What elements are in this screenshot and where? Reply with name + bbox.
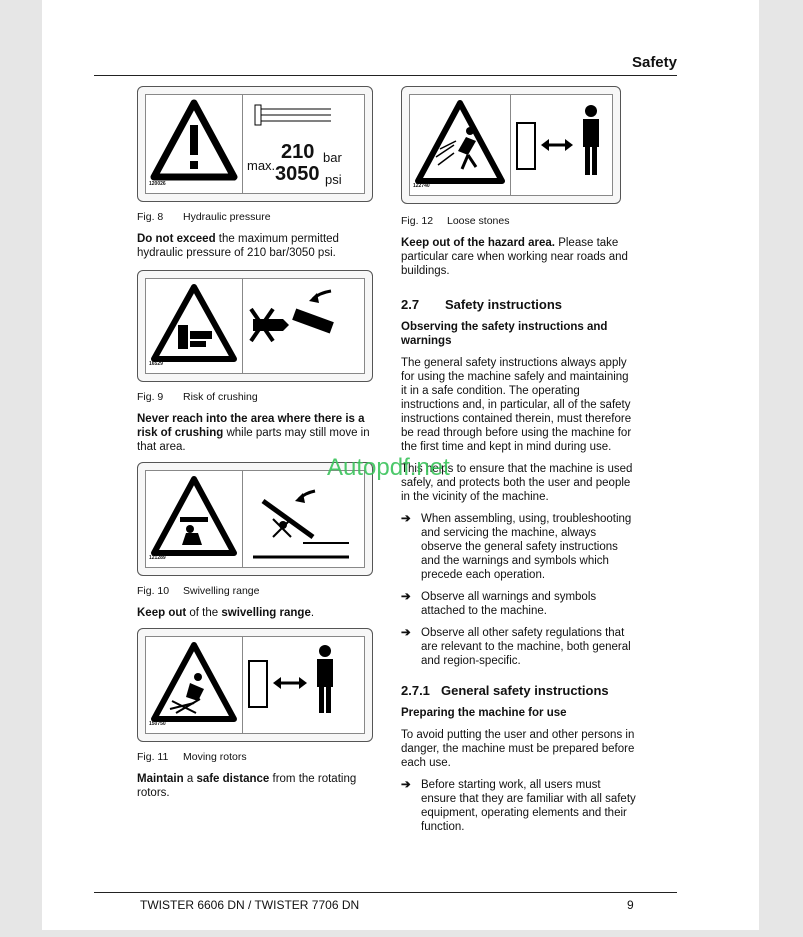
figure-code: 16529: [149, 361, 163, 367]
figure-caption: Fig. 11 Moving rotors: [137, 751, 247, 763]
left-column: [137, 86, 373, 800]
figure-moving-rotors: [137, 628, 373, 742]
pressure-cell: [243, 95, 364, 193]
figure-code: 122740: [413, 183, 430, 189]
page-header-title: Safety: [631, 54, 677, 71]
footer-model: TWISTER 6606 DN / TWISTER 7706 DN: [140, 898, 360, 912]
page-number: 9: [627, 898, 634, 912]
warning-triangle-cell: [146, 95, 243, 193]
psi-value: 3050: [275, 163, 320, 185]
bullet-item: ➔ Observe all warnings and symbols attached to the machine.: [401, 591, 597, 617]
figure-caption: Fig. 9 Risk of crushing: [137, 391, 258, 403]
figure-caption: Fig. 12 Loose stones: [401, 215, 510, 227]
figure-caption: Fig. 10 Swivelling range: [137, 585, 260, 597]
figure-code: 121289: [149, 555, 166, 561]
figure-caption: Fig. 8 Hydraulic pressure: [137, 211, 271, 223]
section-subheading: Observing the safety instructions and warnings: [401, 321, 608, 347]
figure-code: 120026: [149, 181, 166, 187]
warning-triangle-cell: [410, 95, 511, 195]
warning-triangle-cell: [146, 471, 243, 567]
subsection-subheading: Preparing the machine for use: [401, 707, 567, 719]
psi-unit: psi: [325, 172, 342, 187]
max-label: max.: [247, 158, 276, 173]
hydraulic-cylinder-icon: [251, 101, 371, 141]
figure-text: Never reach into the area where there is a risk of crushing while parts may still move in that area.: [137, 413, 370, 453]
arrow-icon: ➔: [401, 513, 411, 525]
keep-distance-icon: [511, 95, 615, 195]
section-paragraph-2: This helps to ensure that the machine is used safely, and protects both the user and people in the vicinity of the machine.: [401, 463, 633, 503]
arrow-icon: ➔: [401, 591, 411, 603]
distance-illustration-cell: [511, 95, 615, 195]
figure-hydraulic-pressure: [137, 86, 373, 202]
figure-code: 150750: [149, 721, 166, 727]
swivel-illustration-cell: [243, 471, 364, 567]
keep-distance-icon: [243, 637, 353, 733]
figure-text: Keep out of the swivelling range.: [137, 607, 315, 619]
figure-text: Maintain a safe distance from the rotating rotors.: [137, 773, 357, 799]
crushing-illustration-cell: [243, 279, 364, 373]
watermark: Autopdf.net: [327, 454, 450, 481]
figure-risk-of-crushing: [137, 270, 373, 382]
header-rule: [94, 75, 677, 76]
section-heading: 2.7 Safety instructions: [401, 297, 563, 312]
bullet-item: ➔ When assembling, using, troubleshooting and servicing the machine, always observe the general safety instructions and the warnings and symbols which precede each operation.: [401, 513, 632, 581]
swivelling-arm-icon: [243, 471, 353, 567]
warning-triangle-cell: [146, 279, 243, 373]
figure-text: Keep out of the hazard area. Please take particular care when working near roads and buildings.: [401, 237, 628, 277]
arrow-icon: ➔: [401, 779, 411, 791]
distance-illustration-cell: [243, 637, 364, 733]
figure-loose-stones: [401, 86, 621, 204]
bullet-item: ➔ Before starting work, all users must ensure that they are familiar with all safety equipment, operating elements and their function.: [401, 779, 636, 833]
warning-triangle-cell: [146, 637, 243, 733]
bar-value: 210: [281, 141, 315, 163]
bullet-item: ➔ Observe all other safety regulations that are relevant to the machine, both general and region-specific.: [401, 627, 631, 667]
arrow-icon: ➔: [401, 627, 411, 639]
footer-rule: [94, 892, 677, 893]
subsection-heading: 2.7.1 General safety instructions: [401, 683, 609, 698]
bar-unit: bar: [323, 150, 342, 165]
hand-crush-icon: [243, 279, 353, 373]
subsection-paragraph-1: To avoid putting the user and other persons in danger, the machine must be prepared before each use.: [401, 729, 635, 769]
figure-text: Do not exceed the maximum permitted hydraulic pressure of 210 bar/3050 psi.: [137, 233, 339, 259]
section-paragraph-1: The general safety instructions always apply for using the machine safely and maintaining it in a safe condition. The operating instructions and, in particular, all of the safety instructions contained therein, must therefore be read through before using the machine for the first time and kept in mind during use.: [401, 357, 632, 453]
